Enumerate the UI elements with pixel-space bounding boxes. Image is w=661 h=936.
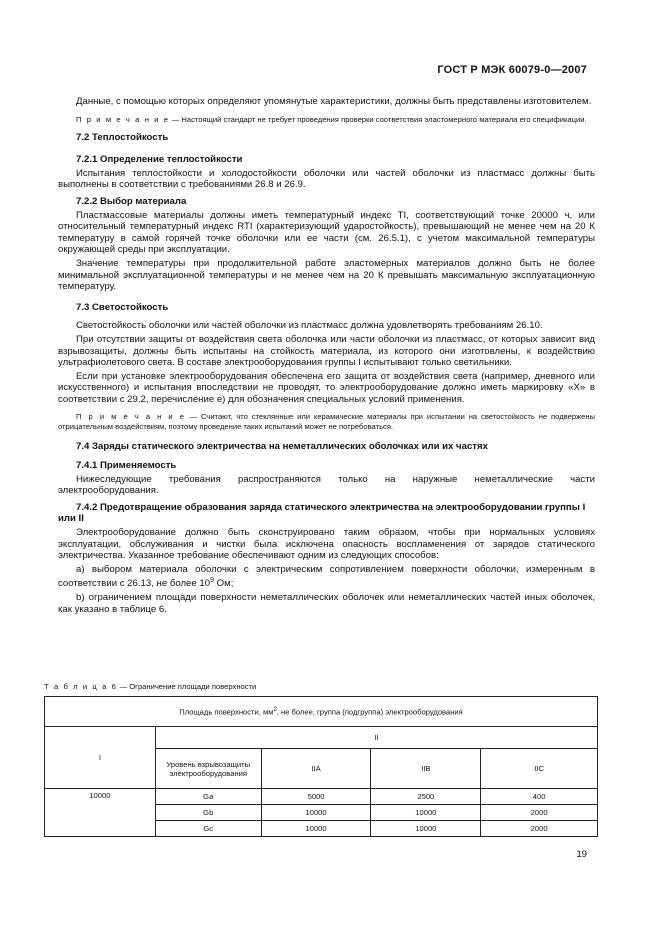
table-cell: 2000: [481, 821, 598, 837]
table-caption: Т а б л и ц а 6 — Ограничение площади поверхности: [44, 682, 257, 691]
paragraph-7-2-2b: Значение температуры при продолжительной работе эластомерных материалов должно быть не более минимальной эксплуатационной температуры и не менее чем на 20 К превышать максимальную эксплуатационную температуру.: [58, 257, 595, 293]
table-cell: 10000: [261, 821, 371, 837]
table-cell: 2000: [481, 805, 598, 821]
table-cell: 5000: [261, 789, 371, 805]
note-label: П р и м е ч а н и е: [76, 412, 186, 422]
table-row: [45, 789, 598, 805]
heading-7-4-2: 7.4.2 Предотвращение образования заряда статического электричества на электрооборудовании группы I или II: [58, 501, 586, 525]
note-2: [58, 412, 595, 432]
table-header-iib: IIB: [371, 749, 481, 789]
page-number: 19: [576, 849, 587, 860]
document-header: ГОСТ Р МЭК 60079-0—2007: [437, 64, 587, 76]
table-cell: 10000: [371, 821, 481, 837]
heading-7-2-2: 7.2.2 Выбор материала: [76, 195, 187, 207]
paragraph-7-3b: При отсутствии защиты от воздействия света оболочка или части оболочки из пластмасс, от которых зависит вид взрывозащиты, должны быть испытаны на стойкость материала, из которого они изготовлены, к воздействию ультрафиолетового света. В составе электрооборудования группы I испытывают только светильники.: [58, 333, 595, 369]
table-header-iic: IIC: [481, 749, 598, 789]
table-cell: 400: [481, 789, 598, 805]
table-cell: 10000: [371, 805, 481, 821]
heading-7-2-1: 7.2.1 Определение теплостойкости: [76, 154, 243, 166]
paragraph-7-3c: Если при установке электрооборудования обеспечена его защита от воздействия света (например, дневного или искусственного) и испытания впоследствии не проводят, то электрооборудование должно иметь маркировку «X» в соответствии с 29.2, перечисление е) для обозначения специальных условий применения.: [58, 370, 595, 405]
paragraph-7-3a: Светостойкость оболочки или частей оболочки из пластмасс должна удовлетворять требованиям 26.10.: [76, 320, 543, 332]
table-header-main: Площадь поверхности, $мм^2$, не более, группа (подгруппа) электрооборудования: [45, 697, 598, 727]
list-item-a: a) выбором материала оболочки с электрическим сопротивлением поверхности оболочки, измеренным в соответствии с 26.13, не более $10^9$ Ом;: [58, 563, 595, 590]
list-item-b: b) ограничением площади поверхности неметаллических оболочек или неметаллических частей иных оболочек, как указано в таблице 6.: [58, 592, 595, 615]
table-cell: 10000: [261, 805, 371, 821]
table-cell-level: Gc: [155, 821, 261, 837]
paragraph-intro: Данные, с помощью которых определяют упомянутые характеристики, должны быть представлены изготовителем.: [76, 96, 592, 107]
note-text: — Настоящий стандарт не требует проведения проверки соответствия эластомерного материала его спецификации.: [169, 114, 587, 124]
heading-7-3: 7.3 Светостойкость: [76, 301, 169, 313]
document-body: [58, 96, 595, 617]
paragraph-7-2-1: Испытания теплостойкости и холодостойкости оболочки или частей оболочки из пластмасс должны быть выполнены в соответствии с требованиями 26.8 и 26.9.: [58, 167, 595, 191]
note-label: П р и м е ч а н и е: [76, 114, 170, 124]
table-header-group-i: I: [45, 727, 156, 789]
table-header-group-ii: II: [155, 727, 597, 749]
note-1: [58, 115, 595, 125]
table-header-epl: Уровень взрывозащиты электрооборудования: [155, 749, 261, 789]
table-header-iia: IIA: [261, 749, 371, 789]
heading-7-2: 7.2 Теплостойкость: [76, 131, 169, 143]
note-text: — Считают, что стеклянные или керамические материалы при испытании на светостойкость не подвержены отрицательным воздействиям, поэтому проведение таких испытаний может не потребоваться.: [58, 412, 596, 432]
heading-7-4: 7.4 Заряды статического электричества на неметаллических оболочках или их частях: [76, 441, 488, 453]
paragraph-7-2-2a: Пластмассовые материалы должны иметь температурный индекс TI, соответствующий точке 20000 ч, или относительный температурный индекс RTI (характеризующий ударостойкость), превышающий не менее чем на 20 К температуру в самой горячей точке оболочки или ее части (см. 26.5.1), с учетом максимальной температуры окружающей среды при эксплуатации.: [58, 209, 595, 256]
table-cell: 2500: [371, 789, 481, 805]
table-cell-level: Ga: [155, 789, 261, 805]
table-cell-level: Gb: [155, 805, 261, 821]
paragraph-7-4-1: Нижеследующие требования распространяются только на наружные неметаллические части электрооборудования.: [58, 473, 595, 497]
heading-7-4-1: 7.4.1 Применяемость: [76, 460, 177, 472]
paragraph-7-4-2a: Электрооборудование должно быть сконструировано таким образом, чтобы при нормальных условиях эксплуатации, обслуживания и чистки была исключена опасность воспламенения от зарядов статического электричества. Указанное требование обеспечивают одним из следующих способов:: [58, 527, 595, 562]
surface-area-table: [44, 696, 598, 837]
table-cell-group-i-value: 10000: [45, 789, 156, 837]
